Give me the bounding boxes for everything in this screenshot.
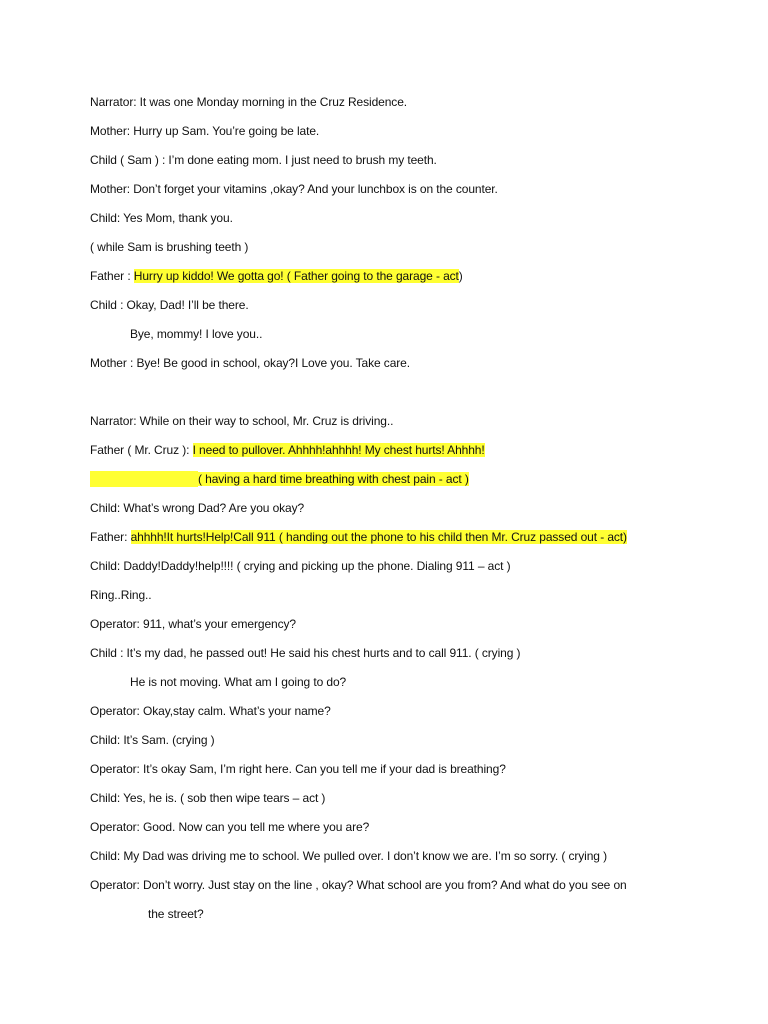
script-line: Operator: Good. Now can you tell me where you are? bbox=[90, 820, 370, 834]
highlighted-text: ( having a hard time breathing with chest pain - act ) bbox=[198, 472, 469, 486]
script-line-continued: Bye, mommy! I love you.. bbox=[130, 327, 263, 341]
stage-direction: ( while Sam is brushing teeth ) bbox=[90, 240, 249, 254]
script-line: Mother: Hurry up Sam. You’re going be late. bbox=[90, 124, 320, 138]
script-line: Child : Okay, Dad! I’ll be there. bbox=[90, 298, 249, 312]
script-line: Mother: Don’t forget your vitamins ,okay? And your lunchbox is on the counter. bbox=[90, 182, 498, 196]
script-line: Child : It’s my dad, he passed out! He said his chest hurts and to call 911. ( crying ) bbox=[90, 646, 521, 660]
script-line: Narrator: It was one Monday morning in the Cruz Residence. bbox=[90, 95, 408, 109]
script-line: Mother : Bye! Be good in school, okay?I Love you. Take care. bbox=[90, 356, 410, 370]
script-line: Operator: Don’t worry. Just stay on the line , okay? What school are you from? And what do you see on bbox=[90, 878, 627, 892]
script-line: Father ( Mr. Cruz ): I need to pullover. Ahhhh!ahhhh! My chest hurts! Ahhhh! bbox=[90, 443, 485, 457]
script-line: Father: ahhhh!It hurts!Help!Call 911 ( handing out the phone to his child then Mr. Cruz passed out - act) bbox=[90, 530, 627, 544]
highlight-indent bbox=[90, 471, 198, 487]
script-line: Operator: 911, what’s your emergency? bbox=[90, 617, 296, 631]
script-line: Child: Daddy!Daddy!help!!!! ( crying and picking up the phone. Dialing 911 – act ) bbox=[90, 559, 511, 573]
script-line-continued: He is not moving. What am I going to do? bbox=[130, 675, 347, 689]
script-line: Operator: Okay,stay calm. What’s your name? bbox=[90, 704, 331, 718]
script-line: Child: It’s Sam. (crying ) bbox=[90, 733, 215, 747]
script-line: Child: Yes Mom, thank you. bbox=[90, 211, 233, 225]
script-line: Child: Yes, he is. ( sob then wipe tears – act ) bbox=[90, 791, 326, 805]
highlighted-text: Hurry up kiddo! We gotta go! ( Father going to the garage - act bbox=[133, 269, 459, 283]
script-line: Child: What’s wrong Dad? Are you okay? bbox=[90, 501, 305, 515]
script-line-continued bbox=[90, 471, 469, 487]
script-line: Child ( Sam ) : I’m done eating mom. I just need to brush my teeth. bbox=[90, 153, 437, 167]
script-line: Narrator: While on their way to school, Mr. Cruz is driving.. bbox=[90, 414, 394, 428]
script-line-continued: the street? bbox=[148, 907, 204, 921]
script-line: Father : Hurry up kiddo! We gotta go! ( Father going to the garage - act) bbox=[90, 269, 463, 283]
highlighted-text: ahhhh!It hurts!Help!Call 911 ( handing out the phone to his child then Mr. Cruz passed out - act) bbox=[130, 530, 627, 544]
highlighted-text: I need to pullover. Ahhhh!ahhhh! My chest hurts! Ahhhh! bbox=[192, 443, 485, 457]
script-line: Child: My Dad was driving me to school. We pulled over. I don’t know we are. I’m so sorry. ( crying ) bbox=[90, 849, 607, 863]
script-line: Ring..Ring.. bbox=[90, 588, 152, 602]
script-line: Operator: It’s okay Sam, I’m right here. Can you tell me if your dad is breathing? bbox=[90, 762, 506, 776]
